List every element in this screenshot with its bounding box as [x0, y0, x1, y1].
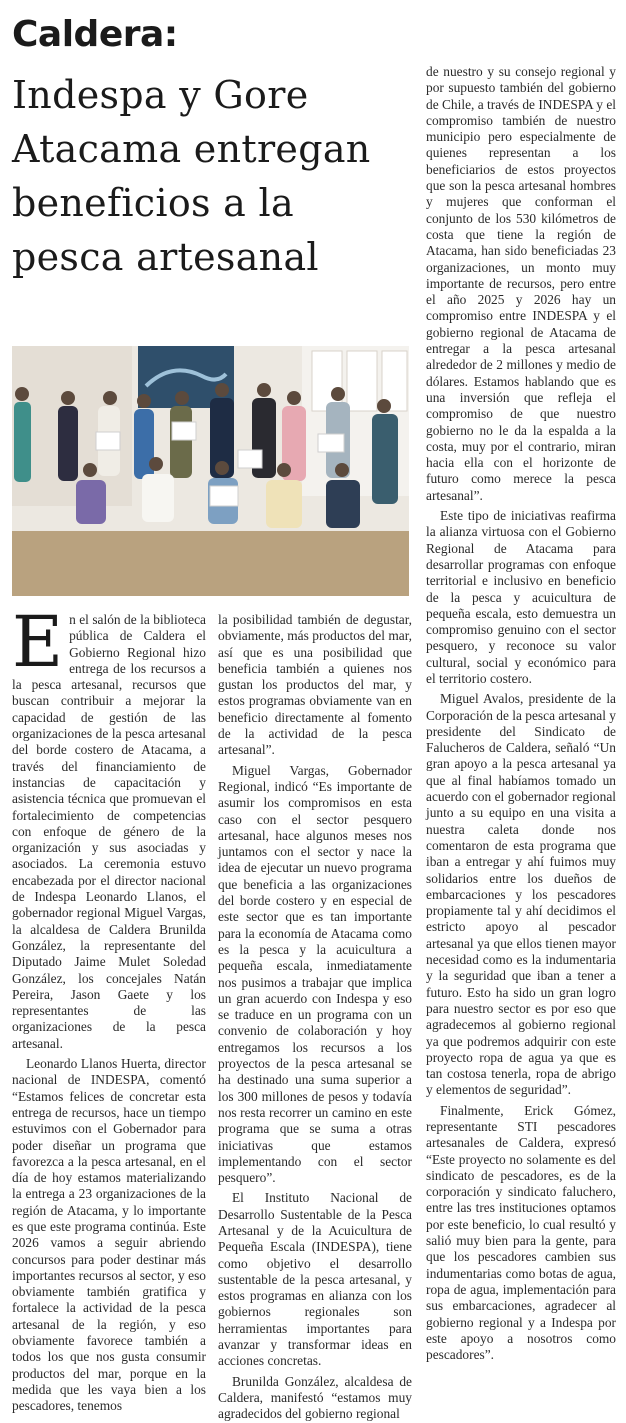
kicker-title: Caldera:	[12, 14, 178, 55]
paragraph: Leonardo Llanos Huerta, director nacional de INDESPA, comentó “Estamos felices de concretar esta entrega de recursos, hace un tiempo estuvimos con el Gobernador para poder diseñar un programa que favorezca a la pesca artesanal, en el día de hoy estamos materializando la entrega a 23 organizaciones de la región de Atacama, y lo importante es que este programa continúa. Este 2026 vamos a seguir abriendo concursos para poder destinar más importantes recursos al sector, y eso obviamente también gratifica y fortalece la actividad de la pesca artesanal de la región, y eso obviamente favorece también a todos los que nos gusta consumir productos del mar, porque en la medida que les vaya bien a los pescadores, tenemos	[12, 1056, 206, 1414]
paragraph: Brunilda González, alcaldesa de Caldera, manifestó “estamos muy agradecidos del gobierno regional	[218, 1373, 412, 1422]
paragraph: Este tipo de iniciativas reafirma la alianza virtuosa con el Gobierno Regional de Atacama para desarrollar programas con enfoque territorial e inclusivo en beneficio de la pesca y acuicultura de pequeña escala, esto demuestra un compromiso genuino con el sector pesquero, y reconoce su valor cultural, social y económico para el territorio costero.	[426, 508, 616, 686]
group-photo-illustration	[12, 346, 409, 596]
paragraph: de nuestro y su consejo regional y por supuesto también del gobierno de Chile, a través de INDESPA y el compromiso también de nuestro municipio pero especialmente de quienes representan a los beneficiarios de estos proyectos que son la pesca artesanal hombres y mujeres que conforman el conjunto de los 530 kilómetros de costa que tiene la región de Atacama, han sido beneficiadas 23 organizaciones, un monto muy importante de recursos, pero entre el año 2025 y 2026 hay un compromiso entre INDESPA y el gobierno regional de Atacama de entregar a la pesca artesanal alrededor de 2 millones y medio de dólares. Estamos hablando que es una inversión que refleja el compromiso de que nuestro gobierno no le da la espalda a la costa, muy por el contrario, miran hacia ella con el horizonte de futuro como merece la pesca artesanal”.	[426, 64, 616, 503]
paragraph: Miguel Avalos, presidente de la Corporación de la pesca artesanal y presidente del Sindicato de Falucheros de Caldera, señaló “Un gran apoyo a la pesca artesanal ya que al final habíamos tomado un acuerdo con el gobernador regional junto a su equipo en una visita a nuestra caleta donde nos comentaron de esta programa que iban a entregar y ahí fuimos muy solidarios entre los dueños de embarcaciones y los pescadores propiamente tal y ahí decidimos el estricto apoyo al pescador artesanal ya que ellos tienen mayor necesidad como es la indumentaria y la seguridad que iban a tener a futuro. Esto ha sido un gran logro para nuestro sector es por eso que agradecemos al gobierno regional ya que podremos adquirir con este proyecto ropa de agua ya que es tan costosa tenerla, ropa de abrigo y elementos de seguridad”.	[426, 691, 616, 1098]
paragraph-lead	[12, 601, 206, 1052]
lead-text: n el salón de la biblioteca pública de Caldera el Gobierno Regional hizo entrega de los recursos a la pesca artesanal, recursos que buscan contribuir a mejorar la capacidad de gestión de las organizaciones de la pesca artesanal del borde costero de Atacama, a través del financiamiento de instancias de capacitación y asistencia técnica que promuevan el fortalecimiento de competencias con enfoque de género de la organización y sus asociadas y asociados. La ceremonia estuvo encabezada por el director nacional de Indespa Leonardo Llanos, el gobernador regional Miguel Vargas, la alcaldesa de Caldera Brunilda González, la representante del Diputado Jaime Mulet Soledad González, los concejales Natán Pereira, Jason Gaete y los representantes de las organizaciones de la pesca artesanal.	[12, 612, 206, 1051]
paragraph: la posibilidad también de degustar, obviamente, más productos del mar, así que es una posibilidad que beneficia también a quienes nos gustan los productos del mar, y estos programas obviamente van en beneficio directamente al fomento de la actividad de la pesca artesanal”.	[218, 612, 412, 758]
paragraph: El Instituto Nacional de Desarrollo Sustentable de la Pesca Artesanal y de la Acuicultura de Pequeña Escala (INDESPA), tiene como objetivo el desarrollo sustentable de la pesca artesanal, y estos programas en alianza con los gobiernos regionales son herramientas importantes para avanzar y transformar ideas en acciones concretas.	[218, 1190, 412, 1369]
article-headline: Indespa y Gore Atacama entregan beneficios a la pesca artesanal	[12, 73, 371, 279]
paragraph: Finalmente, Erick Gómez, representante STI pescadores artesanales de Caldera, expresó “Este proyecto no solamente es del sindicato de pescadores, es de la corporación y sindicato faluchero, entre las tres instituciones optamos por este beneficio, lo cual resultó y salió muy bien para la gente, para que los pescadores cambien sus indumentarias como botas de agua, ropa de agua, implementación para sus embarcaciones, agradecer al gobierno regional y a Indespa por este apoyo a nosotros como pescadores”.	[426, 1102, 616, 1363]
dropcap: E	[12, 601, 64, 683]
article-column-right	[426, 64, 616, 1363]
article-column-middle	[218, 612, 412, 1422]
article-column-left	[12, 601, 206, 1414]
group-photo	[12, 346, 409, 596]
paragraph: Miguel Vargas, Gobernador Regional, indicó “Es importante de asumir los compromisos en esta caso con el sector pesquero artesanal, hace algunos meses nos juntamos con el sector y nace la idea de ejecutar un nuevo programa que beneficia a las organizaciones del borde costero y en especial de este sector que es tan importante para la economía de Atacama como es la pesca y la acuicultura a pequeña escala, inmediatamente nos pusimos a trabajar que implica un gran acuerdo con Indespa y eso se traduce en un programa con un convenio de colaboración y hoy entregamos los recursos a los proyectos de la pesca artesanal se ha destinado una suma superior a los 300 millones de pesos y todavía nos resta recorrer un camino en este programa que se suma a otras iniciativas que estamos implementando con el sector pesquero”.	[218, 762, 412, 1186]
